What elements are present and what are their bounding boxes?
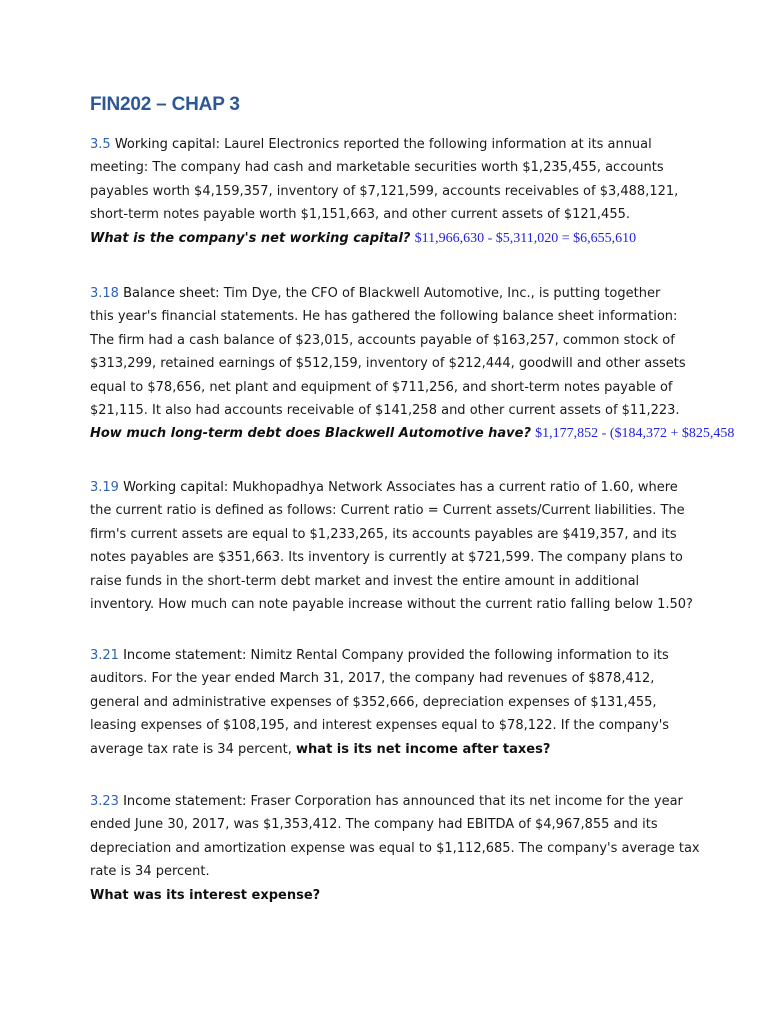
problem-text: ended June 30, 2017, was $1,353,412. The company had EBITDA of $4,967,855 and its xyxy=(90,817,658,833)
problem-line xyxy=(90,476,750,499)
problem-text: this year's financial statements. He has gathered the following balance sheet information: xyxy=(90,309,678,325)
problem-topic: Balance sheet: xyxy=(123,286,220,301)
problem-number: 3.21 xyxy=(90,648,119,663)
problem-line xyxy=(90,790,750,813)
handwritten-answer: $11,966,630 - $5,311,020 = $6,655,610 xyxy=(414,230,637,246)
problem-text: Fraser Corporation has announced that its net income for the year xyxy=(246,794,683,809)
problem-text: notes payables are $351,663. Its inventory is currently at $721,599. The company plans to xyxy=(90,550,683,566)
problem-text: $21,115. It also had accounts receivable of $141,258 and other current assets of $11,223. xyxy=(90,403,680,419)
problem-text: Tim Dye, the CFO of Blackwell Automotive, Inc., is putting together xyxy=(219,286,661,301)
problem-question: what is its net income after taxes? xyxy=(296,741,551,757)
problem-text: inventory. How much can note payable increase without the current ratio falling below 1.50? xyxy=(90,597,693,613)
problem-topic: Working capital: xyxy=(114,137,221,152)
problem-question: How much long-term debt does Blackwell Automotive have? xyxy=(90,426,532,442)
problem-text: The firm had a cash balance of $23,015, accounts payable of $163,257, common stock of xyxy=(90,332,675,348)
problem-question: What is the company's net working capital? xyxy=(90,230,411,246)
problem-text: depreciation and amortization expense was equal to $1,112,685. The company's average tax xyxy=(90,840,700,856)
problem-3-21 xyxy=(90,644,750,761)
problem-number: 3.23 xyxy=(90,794,119,809)
problem-text: the current ratio is defined as follows: Current ratio = Current assets/Current liabilities. The xyxy=(90,503,685,519)
page-title: FIN202 – CHAP 3 xyxy=(90,94,240,115)
problem-line xyxy=(90,133,750,156)
problem-text: equal to $78,656, net plant and equipment of $711,256, and short-term notes payable of xyxy=(90,379,673,395)
problem-text: $313,299, retained earnings of $512,159, inventory of $212,444, goodwill and other assets xyxy=(90,356,686,372)
problem-3-19 xyxy=(90,476,750,616)
problem-number: 3.19 xyxy=(90,480,119,495)
problem-text: firm's current assets are equal to $1,233,265, its accounts payables are $419,357, and its xyxy=(90,526,677,542)
problem-text: Laurel Electronics reported the following information at its annual xyxy=(220,137,652,152)
problem-question: What was its interest expense? xyxy=(90,887,321,903)
problem-text: average tax rate is 34 percent, xyxy=(90,741,297,757)
problem-topic: Income statement: xyxy=(123,794,247,809)
problem-text: Nimitz Rental Company provided the following information to its xyxy=(246,648,669,663)
problem-line xyxy=(90,738,750,761)
problem-number: 3.5 xyxy=(90,137,111,152)
problem-question-line xyxy=(90,227,750,250)
problem-question-line xyxy=(90,422,750,445)
problem-text: general and administrative expenses of $352,666, depreciation expenses of $131,455, xyxy=(90,694,657,710)
problem-text: Mukhopadhya Network Associates has a current ratio of 1.60, where xyxy=(228,480,678,495)
problem-text: short-term notes payable worth $1,151,663, and other current assets of $121,455. xyxy=(90,207,630,223)
problem-3-5 xyxy=(90,133,750,250)
problem-text: leasing expenses of $108,195, and interest expenses equal to $78,122. If the company's xyxy=(90,718,670,734)
problem-text: meeting: The company had cash and marketable securities worth $1,235,455, accounts xyxy=(90,160,664,176)
problem-number: 3.18 xyxy=(90,286,119,301)
problem-text: rate is 34 percent. xyxy=(90,864,210,880)
problem-line xyxy=(90,644,750,667)
problem-text: payables worth $4,159,357, inventory of $7,121,599, accounts receivables of $3,488,121, xyxy=(90,183,679,199)
problem-3-18 xyxy=(90,282,750,446)
problem-text: raise funds in the short-term debt market and invest the entire amount in additional xyxy=(90,573,640,589)
problem-3-23 xyxy=(90,790,750,907)
handwritten-answer: $1,177,852 - ($184,372 + $825,458 xyxy=(535,426,735,442)
problem-topic: Working capital: xyxy=(123,480,229,495)
problem-topic: Income statement: xyxy=(123,648,247,663)
problem-line xyxy=(90,282,750,305)
problem-text: auditors. For the year ended March 31, 2017, the company had revenues of $878,412, xyxy=(90,671,655,687)
